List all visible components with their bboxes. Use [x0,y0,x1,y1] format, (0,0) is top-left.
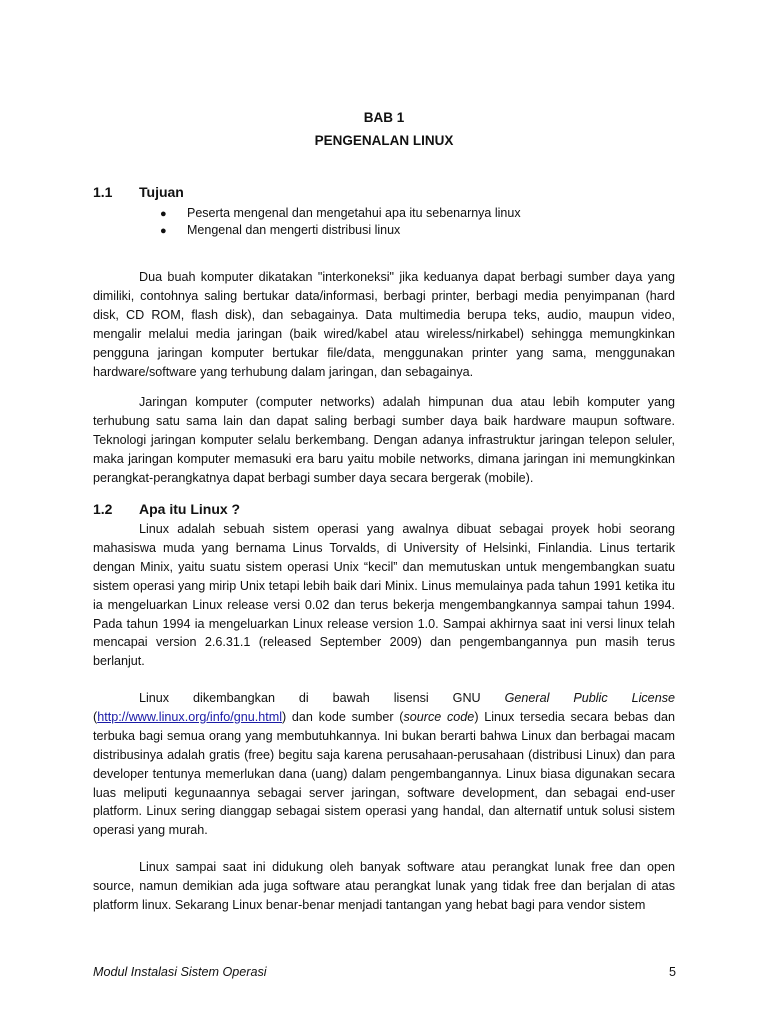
section-number: 1.2 [93,501,113,517]
gnu-license-link[interactable]: http://www.linux.org/info/gnu.html [97,709,283,724]
section-number: 1.1 [93,184,113,200]
paragraph-linux-history: Linux adalah sebuah sistem operasi yang awalnya dibuat sebagai proyek hobi seorang mahasiswa muda yang bernama Linus Torvalds, di University of Helsinki, Finlandia. Linus tertarik dengan Minix, yaitu suatu sistem operasi Unix “kecil” dan memutuskan untuk mengembangkan suatu sistem operasi yang mirip Unix tetapi lebih baik dari Minix. Linus memulainya pada tahun 1991 ketika itu ia mengeluarkan Linux release versi 0.02 dan terus bekerja mengembangkannya sampai tahun 1994. Pada tahun 1994 ia mengeluarkan Linux release version 1.0. Sampai akhirnya saat ini versi linux telah mencapai version 2.6.31.1 (released September 2009) dan pengembangannya pun masih terus berlanjut. [93,522,675,669]
bullet-icon: ● [160,224,167,237]
paragraph-jaringan: Jaringan komputer (computer networks) adalah himpunan dua atau lebih komputer yang terhubung satu sama lain dan dapat saling berbagi sumber daya baik hardware maupun software. Teknologi jaringan komputer selalu berkembang. Dengan adanya infrastruktur jaringan telepon seluler, maka jaringan komputer memasuki era baru yaitu mobile networks, dimana jaringan ini memungkinkan perangkat-perangkatnya dapat berbagi sumber daya secara bergerak (mobile). [93,395,675,485]
paragraph-linux-support: Linux sampai saat ini didukung oleh banyak software atau perangkat lunak free dan open source, namun demikian ada juga software atau perangkat lunak yang tidak free dan berjalan di atas platform linux. Sekarang Linux benar-benar menjadi tantangan yang hebat bagi para vendor sistem [93,860,675,912]
chapter-label: BAB 1 [363,110,405,125]
section-title: Tujuan [139,184,184,200]
paragraph-linux-license: Linux dikembangkan di bawah lisensi GNU General Public License (http://www.linux.org/info/gnu.html) dan kode sumber (source code) Linux tersedia secara bebas dan terbuka bagi semua orang yang membutuhkannya. Ini bukan berarti bahwa Linux dan berbagai macam distribusinya adalah gratis (free) begitu saja karena perusahaan-perusahaan (distribusi Linux) dan para developer tentunya memerlukan dana (uang) dalam pengembangannya. Linux biasa digunakan secara luas meliputi kegunaannya sebagai server jaringan, software development, dan sebagai end-user platform. Linux sering dianggap sebagai sistem operasi yang handal, dan alternatif untuk solusi sistem operasi yang murah. [93,691,676,838]
page-footer [93,965,676,979]
section-title: Apa itu Linux ? [139,501,241,517]
section-heading-tujuan [93,184,184,200]
chapter-title: PENGENALAN LINUX [314,133,454,148]
list-item: ● Peserta mengenal dan mengetahui apa itu sebenarnya linux [160,205,521,222]
objectives-list [160,205,521,238]
section-heading-apa-itu-linux [93,501,240,517]
bullet-icon: ● [160,208,167,220]
list-item: ● Mengenal dan mengerti distribusi linux [160,222,521,239]
license-name: General Public License [504,691,675,705]
page-number: 5 [668,965,676,979]
footer-title: Modul Instalasi Sistem Operasi [93,965,267,979]
paragraph-interkoneksi: Dua buah komputer dikatakan "interkoneksi" jika keduanya dapat berbagi sumber daya yang dimiliki, contohnya saling bertukar data/informasi, berbagi printer, berbagi media penyimpanan (hard disk, CD ROM, flash disk), dan sebagainya. Data multimedia berupa teks, audio, maupun video, mengalir melalui media jaringan (baik wired/kabel atau wireless/nirkabel) sehingga memungkinkan pengguna jaringan komputer bertukar file/data, menggunakan printer yang sama, menggunakan hardware/software yang terhubung dalam jaringan, dan sebagainya. [93,270,675,379]
